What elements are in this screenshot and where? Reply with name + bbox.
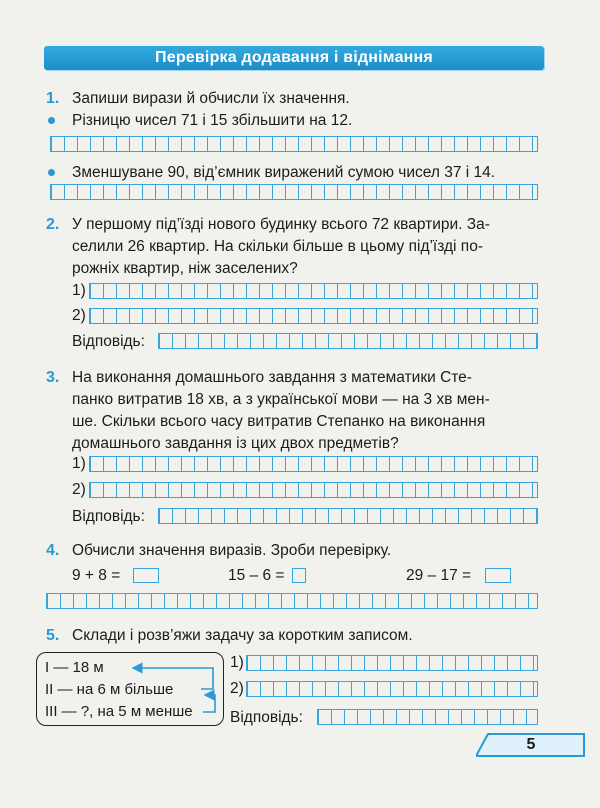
step-1-label: 1) bbox=[72, 282, 86, 299]
expression-3: 29 – 17 = bbox=[406, 567, 472, 584]
task-2-line-1: У першому під’їзді нового будинку всього 72 квартири. За- bbox=[72, 216, 490, 233]
expression-1: 9 + 8 = bbox=[72, 567, 121, 584]
answer-grid[interactable] bbox=[246, 655, 538, 671]
task-1-number: 1. bbox=[46, 90, 60, 107]
task-3-line-4: домашнього завдання із цих двох предметів? bbox=[72, 435, 399, 452]
short-record-box bbox=[36, 652, 224, 726]
answer-grid[interactable] bbox=[89, 283, 538, 299]
task-2-line-2: селили 26 квартир. На скільки більше в цьому під’їзді по- bbox=[72, 238, 483, 255]
task-2-number: 2. bbox=[46, 216, 60, 233]
page-number: 5 bbox=[526, 736, 536, 753]
step-2-label: 2) bbox=[72, 307, 86, 324]
expression-2: 15 – 6 = bbox=[228, 567, 285, 584]
task-1-text: Запиши вирази й обчисли їх значення. bbox=[72, 90, 350, 107]
step-1-label: 1) bbox=[230, 654, 244, 671]
comparison-arrows-icon bbox=[37, 653, 225, 727]
task-4-number: 4. bbox=[46, 542, 60, 559]
record-line-2: ІІ — на 6 м більше bbox=[45, 681, 174, 698]
task-1a-text: Різницю чисел 71 і 15 збільшити на 12. bbox=[72, 112, 353, 129]
task-4-text: Обчисли значення виразів. Зроби перевірку. bbox=[72, 542, 392, 559]
answer-grid[interactable] bbox=[89, 308, 538, 324]
answer-grid[interactable] bbox=[246, 681, 538, 697]
result-box[interactable] bbox=[133, 568, 159, 583]
page-title-bar bbox=[44, 46, 544, 70]
step-2-label: 2) bbox=[230, 680, 244, 697]
task-5-number: 5. bbox=[46, 627, 60, 644]
answer-label: Відповідь: bbox=[230, 709, 303, 726]
task-2-line-3: рожніх квартир, ніж заселених? bbox=[72, 260, 298, 277]
answer-grid[interactable] bbox=[158, 508, 538, 524]
bullet-icon bbox=[48, 117, 55, 124]
answer-grid[interactable] bbox=[317, 709, 538, 725]
record-line-1: І — 18 м bbox=[45, 659, 104, 676]
page-number-tab bbox=[476, 733, 586, 757]
task-1b-text: Зменшуване 90, від’ємник виражений сумою чисел 37 і 14. bbox=[72, 164, 496, 181]
answer-grid[interactable] bbox=[50, 136, 538, 152]
result-box[interactable] bbox=[485, 568, 511, 583]
answer-label: Відповідь: bbox=[72, 508, 145, 525]
answer-grid[interactable] bbox=[89, 456, 538, 472]
task-5-text: Склади і розв’яжи задачу за коротким записом. bbox=[72, 627, 413, 644]
task-3-line-2: панко витратив 18 хв, а з української мови — на 3 хв мен- bbox=[72, 391, 490, 408]
answer-grid[interactable] bbox=[50, 184, 538, 200]
answer-grid[interactable] bbox=[158, 333, 538, 349]
answer-grid[interactable] bbox=[89, 482, 538, 498]
task-3-line-3: ше. Скільки всього часу витратив Степанко на виконання bbox=[72, 413, 486, 430]
page-title: Перевірка додавання і віднімання bbox=[155, 49, 433, 66]
result-box[interactable] bbox=[292, 568, 306, 583]
task-3-number: 3. bbox=[46, 369, 60, 386]
record-line-3: ІІІ — ?, на 5 м менше bbox=[45, 703, 193, 720]
step-1-label: 1) bbox=[72, 455, 86, 472]
answer-grid[interactable] bbox=[46, 593, 538, 609]
bullet-icon bbox=[48, 169, 55, 176]
answer-label: Відповідь: bbox=[72, 333, 145, 350]
step-2-label: 2) bbox=[72, 481, 86, 498]
task-3-line-1: На виконання домашнього завдання з математики Сте- bbox=[72, 369, 472, 386]
